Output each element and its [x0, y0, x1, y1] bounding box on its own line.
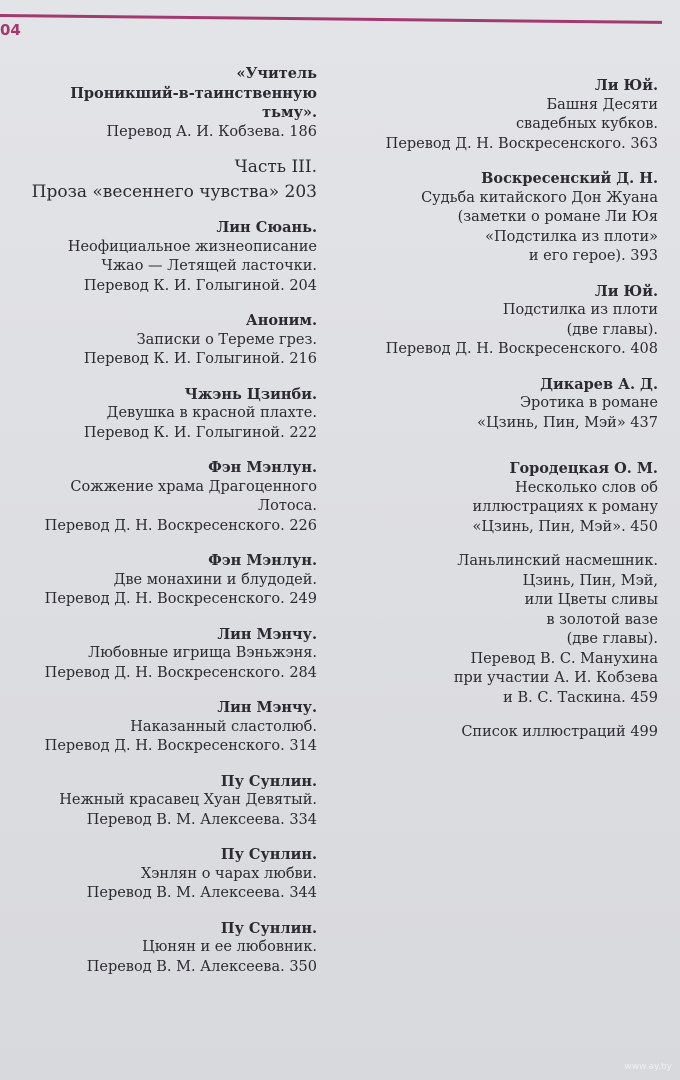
entry-line: «Цзинь, Пин, Мэй» 437: [477, 414, 658, 431]
entry-line: Лотоса.: [258, 498, 317, 514]
entry-author: Лин Сюань.: [216, 219, 317, 236]
entry-line: в золотой вазе: [546, 611, 658, 628]
entry-line: Перевод В. М. Алексеева. 350: [86, 958, 317, 975]
part-heading: [20, 157, 317, 203]
entry-line: Неофициальное жизнеописание: [67, 238, 317, 255]
toc-entry: [20, 772, 317, 831]
toc-entry: [345, 552, 658, 708]
entry-line: Две монахини и блудодей.: [113, 571, 317, 588]
entry-line: Перевод В. С. Манухина: [470, 650, 658, 667]
entry-author: Аноним.: [245, 312, 317, 329]
entry-author: Пу Сунлин.: [220, 846, 317, 863]
entry-translator-line: Перевод А. И. Кобзева. 186: [106, 123, 317, 140]
entry-line: и его герое). 393: [528, 248, 658, 264]
toc-right-column: [345, 76, 658, 743]
entry-line: Чжао — Летящей ласточки.: [101, 258, 317, 274]
entry-line: «Подстилка из плоти»: [485, 228, 658, 245]
entry-line: Перевод Д. Н. Воскресенского. 249: [44, 591, 317, 607]
entry-author: Городецкая О. М.: [509, 460, 658, 477]
entry-line: иллюстрациях к роману: [472, 499, 658, 515]
entry-line: Эротика в романе: [519, 395, 658, 411]
part-title: Проза «весеннего чувства» 203: [31, 182, 317, 202]
toc-entry: [20, 625, 317, 684]
entry-line: или Цветы сливы: [524, 592, 658, 608]
entry-line: Судьба китайского Дон Жуана: [421, 189, 658, 206]
entry-title-line: Проникший-в-таинственную: [70, 84, 317, 102]
entry-line: Перевод Д. Н. Воскресенского. 284: [44, 664, 317, 681]
entry-line: Перевод Д. Н. Воскресенского. 408: [385, 341, 658, 357]
page-number: 04: [0, 21, 21, 39]
toc-entry: [345, 459, 658, 537]
entry-line: Несколько слов об: [515, 479, 658, 496]
entry-line: Перевод В. М. Алексеева. 344: [86, 885, 317, 901]
entry-author: Лин Мэнчу.: [217, 625, 317, 643]
entry-line: Записки о Тереме грез.: [136, 331, 317, 348]
entry-line: (заметки о романе Ли Юя: [457, 209, 658, 225]
toc-entry: [20, 458, 317, 536]
entry-author: Чжэнь Цзинби.: [184, 385, 317, 403]
entry-line: Башня Десяти: [546, 96, 658, 113]
entry-line: Нежный красавец Хуан Девятый.: [59, 792, 317, 808]
toc-entry: [20, 218, 317, 296]
entry-line: «Цзинь, Пин, Мэй». 450: [472, 518, 658, 535]
entry-line: Подстилка из плоти: [502, 302, 658, 318]
toc-entry: [20, 551, 317, 610]
toc-entry: [20, 385, 317, 444]
entry-line: свадебных кубков.: [515, 116, 658, 132]
entry-author: Ли Юй.: [594, 77, 658, 94]
toc-entry: [20, 311, 317, 370]
toc-left-column: [20, 64, 317, 977]
toc-entry: [345, 723, 658, 743]
entry-line: Перевод Д. Н. Воскресенского. 363: [385, 135, 658, 152]
entry-line: Перевод К. И. Голыгиной. 216: [83, 351, 317, 367]
entry-line: и В. С. Таскина. 459: [503, 689, 658, 706]
entry-line: Перевод Д. Н. Воскресенского. 226: [44, 517, 317, 534]
toc-entry: [345, 169, 658, 267]
toc-entry: [20, 919, 317, 978]
toc-entry: [345, 76, 658, 154]
entry-line: Цюнян и ее любовник.: [142, 939, 317, 955]
entry-line: Хэнлян о чарах любви.: [140, 865, 317, 882]
toc-entry: [345, 375, 658, 434]
entry-line: Любовные игрища Вэньжэня.: [88, 645, 317, 661]
entry-author: Фэн Мэнлун.: [208, 459, 317, 476]
entry-line: (две главы).: [566, 631, 658, 647]
entry-line: Сожжение храма Драгоценного: [70, 478, 317, 495]
entry-line: Перевод К. И. Голыгиной. 222: [83, 424, 317, 441]
entry-line: Перевод К. И. Голыгиной. 204: [83, 277, 317, 294]
entry-line: при участии А. И. Кобзева: [453, 670, 658, 686]
entry-title-line: «Учитель: [236, 65, 317, 82]
toc-entry: [20, 698, 317, 757]
entry-title-line: тьму».: [262, 104, 317, 121]
entry-author: Дикарев А. Д.: [540, 375, 658, 393]
entry-line: Девушка в красной плахте.: [106, 405, 317, 421]
entry-line: (две главы).: [566, 321, 658, 338]
part-number: Часть III.: [234, 157, 317, 177]
entry-author: Воскресенский Д. Н.: [481, 170, 658, 187]
entry-author: Лин Мэнчу.: [217, 699, 317, 716]
entry-author: Пу Сунлин.: [220, 772, 317, 790]
entry-author: Ли Юй.: [594, 282, 658, 300]
toc-entry: [20, 64, 317, 142]
top-rule: [0, 14, 662, 24]
toc-entry: [20, 845, 317, 904]
entry-line: Наказанный сластолюб.: [130, 718, 317, 735]
entry-line: Ланьлинский насмешник.: [457, 553, 658, 569]
entry-line: Перевод Д. Н. Воскресенского. 314: [44, 738, 317, 754]
entry-author: Пу Сунлин.: [220, 919, 317, 937]
entry-line: Перевод В. М. Алексеева. 334: [86, 811, 317, 828]
entry-author: Фэн Мэнлун.: [208, 552, 317, 569]
watermark: www.ay.by: [624, 1062, 672, 1072]
entry-line: Цзинь, Пин, Мэй,: [522, 572, 658, 589]
toc-entry: [345, 282, 658, 360]
entry-line: Список иллюстраций 499: [461, 724, 658, 740]
